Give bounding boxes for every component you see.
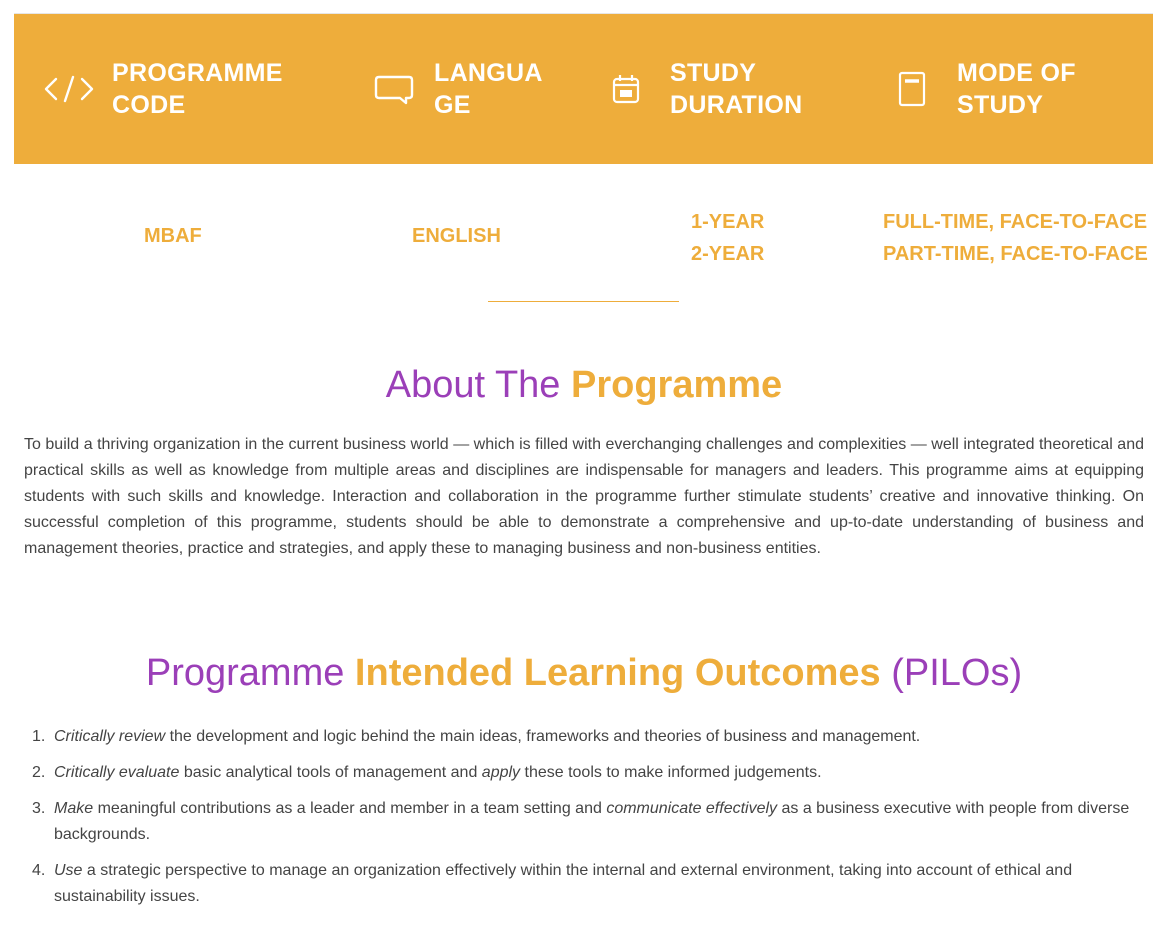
value-duration-1: 1-YEAR bbox=[691, 211, 765, 233]
pilo-emphasis: Make bbox=[54, 800, 94, 817]
feature-label: MODE OF STUDY bbox=[957, 59, 1076, 119]
pilo-text: as a business executive with people from diverse backgrounds. bbox=[54, 800, 1130, 843]
feature-label: PROGRAMME CODE bbox=[112, 59, 283, 119]
pilos-heading-plain-2: (PILOs) bbox=[880, 652, 1023, 694]
pilo-text: these tools to make informed judgements. bbox=[520, 764, 822, 781]
pilo-number: 1. bbox=[32, 728, 46, 745]
pilos-list bbox=[32, 724, 1144, 920]
pilos-heading-highlight: Intended Learning Outcomes bbox=[354, 652, 881, 694]
about-heading-plain: About The bbox=[385, 364, 571, 406]
value-mode-2: PART-TIME, FACE-TO-FACE bbox=[883, 243, 1148, 265]
pilo-number: 2. bbox=[32, 764, 46, 781]
feature-label: LANGUAGE bbox=[434, 59, 543, 119]
pilo-item bbox=[32, 858, 1144, 910]
feature-values bbox=[14, 164, 1153, 304]
pilo-text: meaningful contributions as a leader and member in a team setting and bbox=[93, 800, 607, 817]
section-divider bbox=[488, 301, 679, 302]
feature-label: STUDY DURATION bbox=[670, 59, 803, 119]
feature-study-duration bbox=[604, 14, 840, 164]
pilo-emphasis: communicate effectively bbox=[606, 800, 778, 817]
programme-info-banner bbox=[14, 14, 1153, 164]
feature-mode-of-study bbox=[892, 14, 1127, 164]
pilo-text: a strategic perspective to manage an organization effectively within the internal and external environment, taking into account of ethical and sustainability issues. bbox=[54, 862, 1073, 905]
pilo-item bbox=[32, 796, 1144, 848]
value-duration-2: 2-YEAR bbox=[691, 243, 765, 265]
about-heading-highlight: Programme bbox=[571, 364, 783, 406]
pilo-emphasis: Critically evaluate bbox=[54, 764, 180, 781]
chat-bubble-icon bbox=[370, 69, 418, 109]
about-paragraph: To build a thriving organization in the current business world — which is filled with everchanging challenges and complexities — well integrated theoretical and practical skills as well as knowledge from multiple areas and disciplines are indispensable for managers and leaders. This programme aims at equipping students with such skills and knowledge. Interaction and collaboration in the programme further stimulate students’ creative and innovative thinking. On successful completion of this programme, students should be able to demonstrate a comprehensive and up-to-date understanding of business and management theories, practice and strategies, and apply these to managing business and non-business entities. bbox=[24, 436, 1144, 557]
value-programme-code: MBAF bbox=[144, 225, 202, 247]
about-section bbox=[24, 432, 1144, 562]
pilo-emphasis: Use bbox=[54, 862, 83, 879]
pilo-number: 3. bbox=[32, 800, 46, 817]
pilo-item bbox=[32, 724, 1144, 750]
feature-language bbox=[370, 14, 560, 164]
feature-programme-code bbox=[42, 14, 312, 164]
pilos-heading bbox=[0, 650, 1168, 696]
pilo-number: 4. bbox=[32, 862, 46, 879]
pilos-heading-plain-1: Programme bbox=[145, 652, 355, 694]
pilo-text: basic analytical tools of management and bbox=[179, 764, 482, 781]
value-mode-1: FULL-TIME, FACE-TO-FACE bbox=[883, 211, 1148, 233]
pilo-emphasis: apply bbox=[481, 764, 521, 781]
about-heading bbox=[0, 362, 1168, 408]
pilo-emphasis: Critically review bbox=[54, 728, 166, 745]
pilo-text: the development and logic behind the main ideas, frameworks and theories of business and management. bbox=[165, 728, 921, 745]
code-icon bbox=[42, 69, 96, 109]
book-icon bbox=[892, 69, 932, 109]
pilo-item bbox=[32, 760, 1144, 786]
calendar-icon bbox=[604, 69, 648, 109]
value-language: ENGLISH bbox=[412, 225, 501, 247]
